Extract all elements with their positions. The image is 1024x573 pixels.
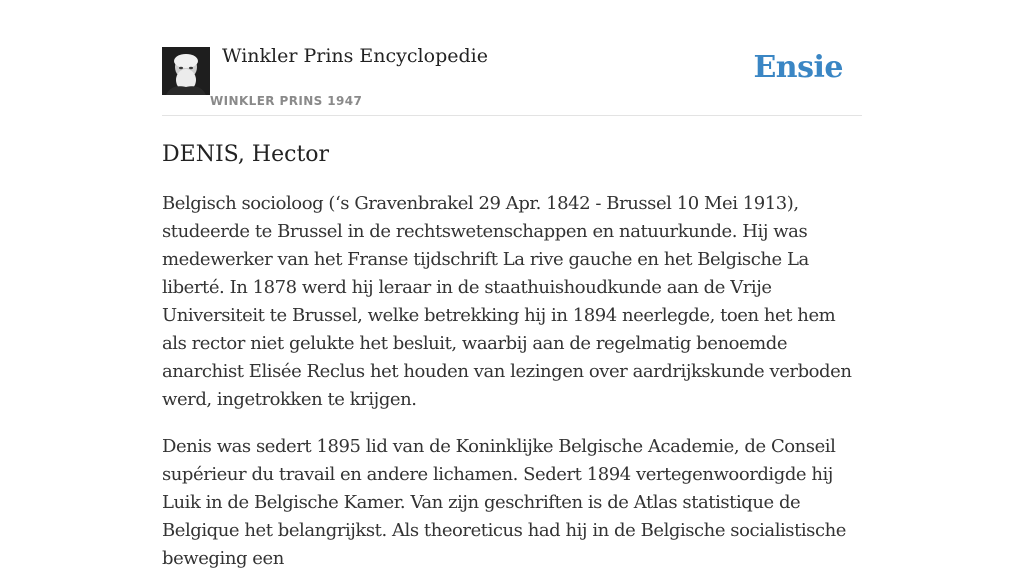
- author-avatar[interactable]: [162, 47, 210, 95]
- portrait-avatar-icon: [162, 47, 210, 95]
- header: [162, 0, 862, 116]
- brand-logo[interactable]: Ensie: [753, 50, 843, 85]
- collection-label[interactable]: WINKLER PRINS 1947: [210, 94, 363, 108]
- article: [162, 140, 862, 573]
- article-title: DENIS, Hector: [162, 142, 330, 167]
- article-paragraph: Denis was sedert 1895 lid van de Koninklijke Belgische Academie, de Conseil supérieur du travail en andere lichamen. Sedert 1894 vertegenwoordigde hij Luik in de Belgische Kamer. Van zijn geschriften is de Atlas statistique de Belgique het belangrijkst. Als theoreticus had hij in de Belgische socialistische beweging een: [162, 436, 846, 569]
- site-name[interactable]: Winkler Prins Encyclopedie: [222, 45, 488, 67]
- article-paragraph: Belgisch socioloog (‘s Gravenbrakel 29 Apr. 1842 - Brussel 10 Mei 1913), studeerde te Brussel in de rechtswetenschappen en natuurkunde. Hij was medewerker van het Franse tijdschrift La rive gauche en het Belgische La liberté. In 1878 werd hij leraar in de staathuishoudkunde aan de Vrije Universiteit te Brussel, welke betrekking hij in 1894 neerlegde, toen het hem als rector niet gelukte het besluit, waarbij aan de regelmatig benoemde anarchist Elisée Reclus het houden van lezingen over aardrijkskunde verboden werd, ingetrokken te krijgen.: [162, 193, 852, 410]
